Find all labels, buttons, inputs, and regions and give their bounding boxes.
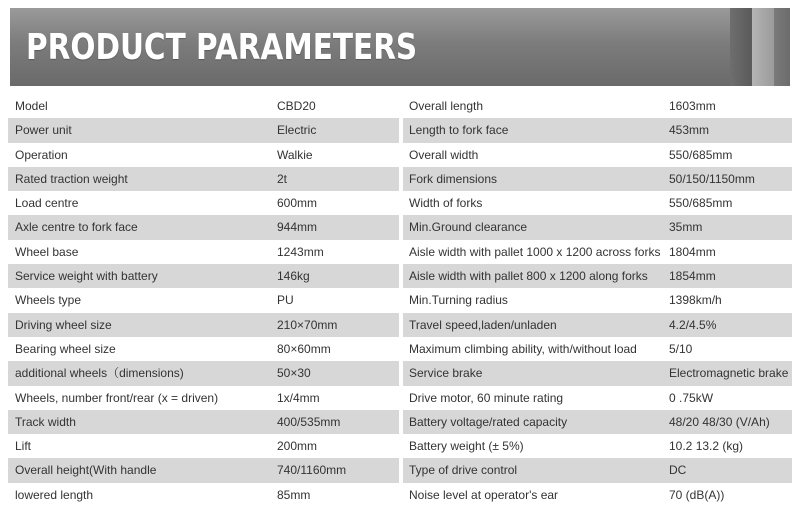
- param-label: Axle centre to fork face: [15, 220, 138, 235]
- param-value: 740/1160mm: [277, 463, 347, 478]
- table-row: [8, 118, 792, 142]
- table-row: [8, 191, 792, 215]
- param-label: Load centre: [15, 196, 79, 211]
- param-label: Service weight with battery: [15, 269, 158, 284]
- param-value: 200mm: [277, 439, 318, 454]
- table-row: [8, 483, 792, 507]
- table-row: [8, 288, 792, 312]
- param-label: Fork dimensions: [409, 171, 498, 186]
- param-value: DC: [669, 463, 687, 478]
- page-title: PRODUCT PARAMETERS: [26, 27, 418, 68]
- table-row: [8, 337, 792, 361]
- param-label: lowered length: [15, 487, 94, 502]
- param-label: Min.Ground clearance: [409, 220, 528, 235]
- param-label: Battery weight (± 5%): [409, 439, 524, 454]
- param-value: 550/685mm: [669, 196, 733, 211]
- param-value: PU: [277, 293, 294, 308]
- param-label: Aisle width with pallet 1000 x 1200 across forks: [409, 244, 661, 259]
- param-value: 210×70mm: [277, 317, 338, 332]
- table-row: [8, 458, 792, 482]
- param-value: 550/685mm: [669, 147, 733, 162]
- param-label: Overall width: [409, 147, 479, 162]
- table-row: [8, 434, 792, 458]
- param-value: 35mm: [669, 220, 703, 235]
- decorative-stripe: [774, 8, 790, 86]
- param-value: 2t: [277, 171, 288, 186]
- row-background: [8, 94, 399, 118]
- param-label: Bearing wheel size: [15, 341, 116, 356]
- param-label: Wheels type: [15, 293, 82, 308]
- table-row: [8, 264, 792, 288]
- param-label: Drive motor, 60 minute rating: [409, 390, 564, 405]
- param-label: additional wheels（dimensions): [15, 366, 184, 381]
- param-value: 70 (dB(A)): [669, 487, 725, 502]
- param-label: Length to fork face: [409, 123, 509, 138]
- param-value: Electric: [277, 123, 317, 138]
- param-label: Travel speed,laden/unladen: [409, 317, 557, 332]
- param-value: 5/10: [669, 341, 693, 356]
- param-value: 1243mm: [277, 244, 324, 259]
- table-row: [8, 361, 792, 385]
- table-row: [8, 215, 792, 239]
- table-row: [8, 167, 792, 191]
- param-value: 400/535mm: [277, 414, 341, 429]
- param-label: Type of drive control: [409, 463, 518, 478]
- table-row: [8, 94, 792, 118]
- table-row: [8, 410, 792, 434]
- param-label: Battery voltage/rated capacity: [409, 414, 568, 429]
- table-row: [8, 240, 792, 264]
- param-label: Lift: [15, 439, 32, 454]
- param-value: 1x/4mm: [277, 390, 320, 405]
- param-value: 80×60mm: [277, 341, 331, 356]
- param-label: Min.Turning radius: [409, 293, 508, 308]
- param-value: 453mm: [669, 123, 710, 138]
- param-label: Driving wheel size: [15, 317, 112, 332]
- param-value: 944mm: [277, 220, 318, 235]
- param-label: Wheels, number front/rear (x = driven): [15, 390, 219, 405]
- decorative-stripe: [730, 8, 752, 86]
- header-banner: [10, 8, 790, 86]
- param-label: Wheel base: [15, 244, 79, 259]
- param-value: 1603mm: [669, 99, 716, 113]
- param-label: Width of forks: [409, 196, 483, 211]
- param-label: Model: [15, 99, 48, 113]
- param-value: 0 .75kW: [669, 390, 714, 405]
- parameters-table: [8, 94, 792, 507]
- param-value: 4.2/4.5%: [669, 317, 717, 332]
- param-value: 1398km/h: [669, 293, 722, 308]
- table-row: [8, 313, 792, 337]
- param-value: 48/20 48/30 (V/Ah): [669, 414, 770, 429]
- param-value: CBD20: [277, 99, 316, 113]
- param-label: Service brake: [409, 366, 483, 381]
- param-value: 50×30: [277, 366, 311, 381]
- param-label: Maximum climbing ability, with/without load: [409, 341, 637, 356]
- param-value: 1854mm: [669, 269, 716, 284]
- param-label: Noise level at operator's ear: [409, 487, 559, 502]
- param-value: 146kg: [277, 269, 310, 284]
- param-value: 1804mm: [669, 244, 716, 259]
- param-label: Track width: [15, 414, 76, 429]
- param-value: 600mm: [277, 196, 318, 211]
- table-row: [8, 386, 792, 410]
- param-label: Aisle width with pallet 800 x 1200 along forks: [409, 269, 648, 284]
- param-value: 85mm: [277, 487, 311, 502]
- param-label: Overall height(With handle: [15, 463, 157, 478]
- row-background: [8, 434, 399, 458]
- param-label: Rated traction weight: [15, 171, 128, 186]
- param-value: Walkie: [277, 147, 313, 162]
- param-label: Operation: [15, 147, 68, 162]
- decorative-stripe: [752, 8, 774, 86]
- table-row: [8, 143, 792, 167]
- param-label: Overall length: [409, 99, 484, 113]
- param-value: 10.2 13.2 (kg): [669, 439, 744, 454]
- param-value: 50/150/1150mm: [669, 171, 755, 186]
- param-label: Power unit: [15, 123, 72, 138]
- param-value: Electromagnetic brake: [669, 366, 789, 381]
